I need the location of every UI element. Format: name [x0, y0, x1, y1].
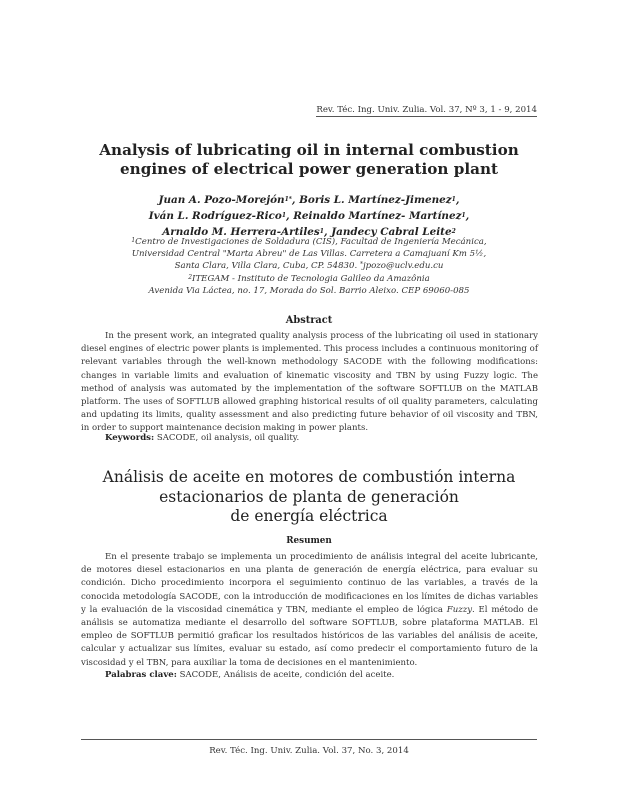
- footer-divider: [81, 739, 537, 740]
- author-affiliation-mark: 1: [461, 211, 466, 219]
- author-affiliation-mark: 1: [319, 227, 324, 235]
- affiliation-text: ITEGAM - Instituto de Tecnologia Galileo da Amazônia: [192, 273, 430, 284]
- resumen-body: [81, 551, 538, 670]
- author-line-3: Arnaldo M. Herrera-Artiles$^1$, Jandecy Cabral Leite$^2$: [162, 225, 456, 238]
- author-name: Arnaldo M. Herrera-Artiles: [162, 225, 320, 238]
- abstract-heading: Abstract: [285, 315, 333, 326]
- palabras-clave: [105, 670, 394, 680]
- paper-title-english: [60, 141, 558, 179]
- author-line-1: Juan A. Pozo-Morejón$^{1*}$, Boris L. Martínez-Jimenez$^1$,: [158, 194, 460, 206]
- author-name: Reinaldo Martínez- Martínez: [293, 209, 462, 222]
- palabras-clave-label: Palabras clave:: [105, 670, 177, 680]
- author-list: [60, 193, 558, 240]
- journal-header-citation: Rev. Téc. Ing. Univ. Zulia. Vol. 37, Nº 3, 1 - 9, 2014: [316, 105, 537, 115]
- affiliation-mark: 1: [131, 237, 136, 244]
- palabras-clave-text: SACODE, Análisis de aceite, condición del aceite.: [176, 670, 395, 680]
- affiliation-text: Santa Clara, Villa Clara, Cuba, CP. 54830.: [174, 261, 360, 272]
- author-line-2: Iván L. Rodríguez-Rico$^1$, Reinaldo Martínez- Martínez$^1$,: [148, 209, 470, 222]
- author-name: Iván L. Rodríguez-Rico: [148, 209, 282, 222]
- keywords-text: SACODE, oil analysis, oil quality.: [154, 433, 300, 443]
- affiliation-line-1: [60, 236, 558, 248]
- title-es-line-3: de energía eléctrica: [230, 507, 388, 525]
- title-en-line-2: engines of electrical power generation plant: [120, 160, 498, 178]
- affiliation-line-3: [60, 260, 558, 272]
- author-affiliation-mark: 1: [451, 196, 456, 203]
- keywords: [105, 433, 299, 443]
- abstract-body: In the present work, an integrated quality analysis process of the lubricating oil used in stationary diesel engines of electric power plants is implemented. This process includes a continuous monitoring of relevant variables through the well-known methodology SACODE with the following modifications: changes in variable limits and evaluation of kinematic viscosity and TBN by using Fuzzy logic. The method of analysis was automated by the implementation of the software SOFTLUB on the MATLAB platform. The uses of SOFTLUB allowed graphing historical results of oil quality parameters, calculating and updating its limits, quality assessment and also predicting future behavior of oil viscosity and TBN, in order to support maintenance decision making in power plants.: [81, 331, 538, 434]
- title-es-line-1: Análisis de aceite en motores de combustión interna: [102, 468, 516, 486]
- corresponding-email[interactable]: jpozo@uclv.edu.cu: [362, 261, 444, 272]
- title-en-line-1: Analysis of lubricating oil in internal combustion: [99, 141, 519, 159]
- author-affiliation-mark: 1*: [284, 196, 292, 203]
- resumen-text: . El método de análisis se automatiza mediante el desarrollo del software SOFTLUB, sobre plataforma MATLAB. El empleo de SOFTLUB permitió graficar los resultados históricos de las variables del análisis de aceite, calcular y actualizar sus límites, evaluar su estado, así como predecir el comportamiento futuro de la viscosidad y el TBN, para auxiliar la toma de decisiones en el mantenimiento.: [81, 604, 539, 668]
- affiliation-mark: 2: [188, 273, 193, 281]
- resumen-italic-term: Fuzzy: [446, 604, 473, 615]
- title-es-line-2: estacionarios de planta de generación: [159, 487, 459, 506]
- affiliation-line-5: Avenida Via Láctea, no. 17, Morada do Sol. Barrio Aleixo. CEP 69060-085: [148, 285, 470, 296]
- author-name: Jandecy Cabral Leite: [331, 225, 452, 238]
- resumen-heading: Resumen: [286, 536, 332, 546]
- email-mark: *: [359, 261, 363, 269]
- keywords-label: Keywords:: [105, 433, 155, 443]
- resumen-text: En el presente trabajo se implementa un procedimiento de análisis integral del aceite lubricante, de motores diesel estacionarios en una planta de generación de energía eléctrica, para evaluar su condición. Dicho procedimiento incorpora el seguimiento continuo de las variables, a través de la conocida metodología SACODE, con la introducción de modificaciones en los límites de dichas variables y la evaluación de la viscosidad cinemática y TBN, mediante el empleo de lógica: [81, 552, 538, 615]
- affiliations: [60, 236, 558, 297]
- affiliation-line-4: [60, 273, 558, 285]
- journal-footer-citation: Rev. Téc. Ing. Univ. Zulia. Vol. 37, No. 3, 2014: [209, 746, 409, 756]
- author-name: Boris L. Martínez-Jimenez: [299, 194, 452, 206]
- paper-title-spanish: [60, 468, 558, 527]
- author-affiliation-mark: 2: [451, 227, 456, 235]
- author-name: Juan A. Pozo-Morejón: [158, 194, 285, 206]
- author-affiliation-mark: 1: [281, 211, 286, 219]
- affiliation-text: Centro de Investigaciones de Soldadura (CIS), Facultad de Ingeniería Mecánica,: [135, 237, 487, 247]
- affiliation-line-2: Universidad Central "Marta Abreu" de Las Villas. Carretera a Camajuaní Km 5½,: [131, 249, 487, 260]
